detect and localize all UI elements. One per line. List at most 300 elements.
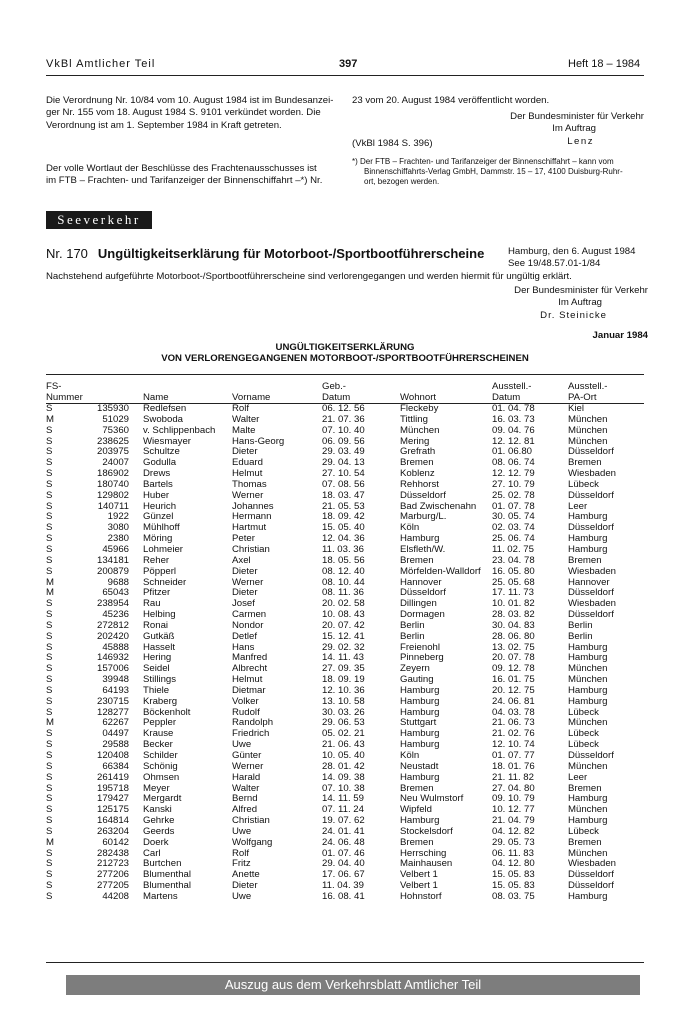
issue-date-cell: 15. 05. 83 — [492, 880, 535, 892]
type-cell: S — [46, 695, 53, 707]
wohnort-cell: Düsseldorf — [400, 587, 446, 599]
birthdate-cell: 29. 04. 40 — [322, 858, 365, 870]
issue-place-cell: Düsseldorf — [568, 750, 614, 761]
issue-date-cell: 16. 01. 75 — [492, 674, 535, 686]
issue-place-cell: Hamburg — [568, 511, 608, 523]
vorname-cell: Thomas — [232, 478, 267, 490]
birthdate-cell: 20. 07. 42 — [322, 619, 365, 631]
intro-paragraph: Die Verordnung Nr. 10/84 vom 10. August 1984 ist im Bundesanzei- ger Nr. 155 vom 18. August 1984 S. 9101 verkündet worden. Die Verordnung ist am 1. September 1984 in Kraft getreten. — [46, 95, 334, 131]
name-cell: Pöpperl — [143, 565, 177, 577]
birthdate-cell: 07. 11. 24 — [322, 804, 364, 816]
issue-place-cell: Hamburg — [568, 641, 608, 653]
type-cell: S — [46, 489, 53, 501]
type-cell: S — [46, 468, 53, 480]
announcement-number: Nr. 170 — [46, 246, 88, 261]
issue-date-cell: 21. 11. 82 — [492, 771, 534, 783]
issue-place-cell: Düsseldorf — [568, 446, 614, 458]
issue-date-cell: 24. 06. 81 — [492, 695, 535, 707]
name-cell: Doerk — [143, 836, 169, 848]
number-cell: 277206 — [96, 869, 129, 881]
announcement-place-date: Hamburg, den 6. August 1984 — [508, 246, 636, 257]
name-cell: Blumenthal — [143, 869, 191, 881]
issue-date-cell: 09. 04. 76 — [492, 424, 535, 436]
issue-date-cell: 12. 10. 74 — [492, 739, 535, 751]
name-cell: Godulla — [143, 457, 177, 469]
intro-signature: Der Bundesminister für Verkehr Im Auftrag Lenz — [510, 111, 644, 147]
issue-place-cell: Wiesbaden — [568, 468, 616, 480]
type-cell: M — [46, 576, 54, 588]
wohnort-cell: Stockelsdorf — [400, 825, 453, 837]
issue-date-cell: 10. 01. 82 — [492, 598, 535, 610]
vorname-cell: Fritz — [232, 858, 251, 870]
vorname-cell: Eduard — [232, 457, 263, 469]
col-fs-nummer: FS- Nummer — [46, 377, 143, 404]
type-cell: S — [46, 663, 53, 675]
type-cell: M — [46, 717, 54, 729]
issue-date-cell: 21. 02. 76 — [492, 728, 535, 740]
table-row — [46, 491, 644, 502]
vorname-cell: Walter — [232, 413, 260, 425]
issue-date-cell: 01. 07. 78 — [492, 500, 535, 512]
birthdate-cell: 01. 07. 46 — [322, 847, 365, 859]
issue-date-cell: 12. 12. 81 — [492, 435, 535, 447]
wohnort-cell: Herrsching — [400, 847, 447, 859]
table-row — [46, 632, 644, 643]
issue-place-cell: Berlin — [568, 619, 593, 631]
vorname-cell: Rolf — [232, 403, 250, 414]
issue-place-cell: Düsseldorf — [568, 522, 614, 534]
wohnort-cell: Pinneberg — [400, 652, 444, 664]
number-cell: 125175 — [96, 804, 129, 816]
issue-place-cell: Lübeck — [568, 706, 599, 718]
type-cell: S — [46, 641, 53, 653]
birthdate-cell: 10. 08. 43 — [322, 609, 365, 621]
birthdate-cell: 18. 05. 56 — [322, 554, 365, 566]
birthdate-cell: 07. 10. 40 — [322, 424, 365, 436]
issue-place-cell: Lübeck — [568, 739, 599, 751]
number-cell: 272812 — [96, 619, 129, 631]
name-cell: Carl — [143, 847, 161, 859]
issue-date-cell: 01. 04. 78 — [492, 403, 535, 414]
vorname-cell: Werner — [232, 489, 264, 501]
vorname-cell: Hans-Georg — [232, 435, 285, 447]
section-label: Seeverkehr — [46, 211, 152, 229]
issue-place-cell: Hamburg — [568, 684, 608, 696]
name-cell: Thiele — [143, 684, 170, 696]
wohnort-cell: Koblenz — [400, 468, 435, 480]
issue-date-cell: 08. 06. 74 — [492, 457, 535, 469]
wohnort-cell: Mainhausen — [400, 858, 453, 870]
issue-place-cell: Bremen — [568, 782, 602, 794]
wohnort-cell: Hamburg — [400, 684, 440, 696]
number-cell: 230715 — [96, 695, 129, 707]
wohnort-cell: Hamburg — [400, 728, 440, 740]
birthdate-cell: 29. 03. 49 — [322, 446, 365, 458]
name-cell: Burtchen — [143, 858, 182, 870]
issue-date-cell: 20. 12. 75 — [492, 684, 535, 696]
fs-nummer-cell — [46, 632, 143, 643]
type-cell: S — [46, 543, 53, 555]
issue-place-cell: Hamburg — [568, 793, 608, 805]
birthdate-cell: 14. 09. 38 — [322, 771, 365, 783]
fs-nummer-cell — [46, 426, 143, 437]
number-cell: 135930 — [96, 403, 129, 414]
type-cell: S — [46, 619, 53, 631]
vorname-cell: Christian — [232, 815, 270, 827]
issue-place-cell: Düsseldorf — [568, 869, 614, 881]
name-cell: Seidel — [143, 663, 170, 675]
table-row — [46, 838, 644, 849]
number-cell: 202420 — [96, 630, 129, 642]
vorname-cell: Rolf — [232, 847, 250, 859]
wohnort-cell: Hamburg — [400, 739, 440, 751]
intro-paragraph-2: Der volle Wortlaut der Beschlüsse des Frachtenausschusses ist im FTB – Frachten- und Tarifanzeiger der Binnenschiffahrt –*) Nr. — [46, 163, 323, 187]
issue-place-cell: Lübeck — [568, 728, 599, 740]
wohnort-cell: Berlin — [400, 630, 425, 642]
name-cell: Meyer — [143, 782, 170, 794]
name-cell: Günzel — [143, 511, 174, 523]
birthdate-cell: 21. 07. 36 — [322, 413, 365, 425]
vorname-cell: Werner — [232, 576, 264, 588]
name-cell: Böckenholt — [143, 706, 191, 718]
vorname-cell: Walter — [232, 782, 260, 794]
issue-date-cell: 04. 03. 78 — [492, 706, 535, 718]
type-cell: S — [46, 522, 53, 534]
number-cell: 44208 — [102, 890, 129, 902]
citation: (VkBl 1984 S. 396) — [352, 138, 433, 149]
type-cell: S — [46, 403, 53, 414]
vorname-cell: Dieter — [232, 587, 258, 599]
birthdate-cell: 08. 10. 44 — [322, 576, 365, 588]
number-cell: 186902 — [96, 468, 129, 480]
name-cell: Schönig — [143, 760, 178, 772]
issue-place-cell: München — [568, 413, 608, 425]
type-cell: S — [46, 511, 53, 523]
number-cell: 66384 — [102, 760, 129, 772]
fs-nummer-cell — [46, 491, 143, 502]
type-cell: M — [46, 413, 54, 425]
issue-date-cell: 27. 04. 80 — [492, 782, 535, 794]
number-cell: 134181 — [96, 554, 129, 566]
type-cell: S — [46, 804, 53, 816]
issue-place-cell: Lübeck — [568, 825, 599, 837]
issue-date-cell: 02. 03. 74 — [492, 522, 535, 534]
issue-place-cell: Berlin — [568, 630, 593, 642]
number-cell: 3080 — [107, 522, 129, 534]
issue-place-cell: Hamburg — [568, 890, 608, 902]
number-cell: 120408 — [96, 750, 129, 761]
name-cell: Rau — [143, 598, 161, 610]
type-cell: S — [46, 739, 53, 751]
vorname-cell: Wolfgang — [232, 836, 273, 848]
wohnort-cell: Hamburg — [400, 815, 440, 827]
running-header-right: Heft 18 – 1984 — [568, 58, 641, 70]
wohnort-cell: Hamburg — [400, 706, 440, 718]
issue-date-cell: 15. 05. 83 — [492, 869, 535, 881]
wohnort-cell: Velbert 1 — [400, 880, 438, 892]
name-cell: Wiesmayer — [143, 435, 191, 447]
col-ausstell-pa-ort: Ausstell.- PA-Ort — [568, 377, 644, 404]
type-cell: S — [46, 793, 53, 805]
col-vorname: Vorname — [232, 377, 322, 404]
col-wohnort: Wohnort — [400, 377, 492, 404]
name-cell: Schilder — [143, 750, 178, 761]
type-cell: S — [46, 847, 53, 859]
licence-table — [46, 377, 644, 903]
type-cell: S — [46, 771, 53, 783]
page-number: 397 — [339, 58, 358, 70]
wohnort-cell: Hamburg — [400, 695, 440, 707]
issue-place-cell: Kiel — [568, 403, 584, 414]
wohnort-cell: Köln — [400, 522, 420, 534]
vorname-cell: Johannes — [232, 500, 274, 512]
issue-place-cell: Wiesbaden — [568, 858, 616, 870]
issue-date-cell: 25. 05. 68 — [492, 576, 535, 588]
issue-date-cell: 30. 05. 74 — [492, 511, 535, 523]
vorname-cell: Uwe — [232, 825, 252, 837]
birthdate-cell: 14. 11. 43 — [322, 652, 364, 664]
name-cell: Huber — [143, 489, 170, 501]
vorname-cell: Malte — [232, 424, 256, 436]
wohnort-cell: München — [400, 424, 440, 436]
type-cell: S — [46, 630, 53, 642]
vorname-cell: Bernd — [232, 793, 258, 805]
wohnort-cell: Hannover — [400, 576, 442, 588]
issue-date-cell: 01. 06.80 — [492, 446, 533, 458]
wohnort-cell: Bremen — [400, 554, 434, 566]
announcement-text: Nachstehend aufgeführte Motorboot-/Sportbootführerscheine sind verlorengegangen und werden hiermit für ungültig erklärt. — [46, 271, 572, 282]
wohnort-cell: Mörfelden-Walldorf — [400, 565, 481, 577]
wohnort-cell: Bremen — [400, 782, 434, 794]
table-row — [46, 892, 644, 903]
birthdate-cell: 15. 05. 40 — [322, 522, 365, 534]
name-cell: Blumenthal — [143, 880, 191, 892]
type-cell: S — [46, 880, 53, 892]
birthdate-cell: 16. 08. 41 — [322, 890, 365, 902]
fs-nummer-cell — [46, 697, 143, 708]
type-cell: S — [46, 500, 53, 512]
number-cell: 45966 — [102, 543, 129, 555]
issue-place-cell: München — [568, 804, 608, 816]
wohnort-cell: Tittling — [400, 413, 428, 425]
vorname-cell: Helmut — [232, 674, 263, 686]
table-header-row — [46, 377, 644, 404]
wohnort-cell: Grefrath — [400, 446, 436, 458]
birthdate-cell: 27. 09. 35 — [322, 663, 365, 675]
name-cell: Krause — [143, 728, 174, 740]
announcement-signature: Der Bundesminister für Verkehr Im Auftrag Dr. Steinicke — [514, 285, 648, 321]
type-cell: S — [46, 424, 53, 436]
name-cell: Möring — [143, 533, 173, 545]
type-cell: S — [46, 684, 53, 696]
birthdate-cell: 06. 12. 56 — [322, 403, 365, 414]
type-cell: S — [46, 825, 53, 837]
name-cell: Hasselt — [143, 641, 175, 653]
vorname-cell: Werner — [232, 760, 264, 772]
type-cell: S — [46, 760, 53, 772]
name-cell: Ronai — [143, 619, 169, 631]
number-cell: 65043 — [102, 587, 129, 599]
name-cell: Heurich — [143, 500, 177, 512]
wohnort-cell: Mering — [400, 435, 430, 447]
birthdate-cell: 06. 09. 56 — [322, 435, 365, 447]
birthdate-cell: 14. 11. 59 — [322, 793, 364, 805]
name-cell: Peppler — [143, 717, 177, 729]
name-cell: Reher — [143, 554, 170, 566]
name-cell: Kanski — [143, 804, 172, 816]
table-row — [46, 567, 644, 578]
fs-nummer-cell — [46, 892, 143, 903]
birthdate-cell: 15. 12. 41 — [322, 630, 365, 642]
type-cell: S — [46, 446, 53, 458]
type-cell: S — [46, 890, 53, 902]
col-ausstell-datum: Ausstell.- Datum — [492, 377, 568, 404]
issue-date-cell: 08. 03. 75 — [492, 890, 535, 902]
issue-date-cell: 04. 12. 80 — [492, 858, 535, 870]
issue-date-cell: 09. 10. 79 — [492, 793, 535, 805]
number-cell: 195718 — [96, 782, 129, 794]
vorname-cell: Günter — [232, 750, 262, 761]
issue-place-cell: Hamburg — [568, 533, 608, 545]
name-cell: Mergardt — [143, 793, 182, 805]
name-cell: Redlefsen — [143, 403, 187, 414]
issue-place-cell: Hamburg — [568, 695, 608, 707]
issue-date-cell: 23. 04. 78 — [492, 554, 535, 566]
vorname-cell: Harald — [232, 771, 261, 783]
number-cell: 39948 — [102, 674, 129, 686]
table-body — [46, 404, 644, 903]
issue-place-cell: München — [568, 663, 608, 675]
type-cell: S — [46, 750, 53, 761]
issue-place-cell: Hamburg — [568, 543, 608, 555]
wohnort-cell: Neu Wulmstorf — [400, 793, 464, 805]
birthdate-cell: 08. 12. 40 — [322, 565, 365, 577]
issue-place-cell: Düsseldorf — [568, 489, 614, 501]
birthdate-cell: 11. 03. 36 — [322, 543, 364, 555]
vorname-cell: Josef — [232, 598, 255, 610]
birthdate-cell: 10. 05. 40 — [322, 750, 365, 761]
wohnort-cell: Fleckeby — [400, 403, 439, 414]
number-cell: 128277 — [96, 706, 129, 718]
number-cell: 04497 — [102, 728, 129, 740]
wohnort-cell: Dillingen — [400, 598, 437, 610]
vorname-cell: Detlef — [232, 630, 258, 642]
issue-date-cell: 13. 02. 75 — [492, 641, 535, 653]
name-cell: v. Schlippenbach — [143, 424, 216, 436]
type-cell: M — [46, 836, 54, 848]
name-cell: Hering — [143, 652, 172, 664]
bottom-rule — [46, 962, 644, 963]
name-cell: Gehrke — [143, 815, 175, 827]
name-cell: Drews — [143, 468, 171, 480]
name-cell: Schneider — [143, 576, 187, 588]
name-cell: Helbing — [143, 609, 176, 621]
birthdate-cell: 05. 02. 21 — [322, 728, 365, 740]
type-cell: S — [46, 609, 53, 621]
name-cell: Martens — [143, 890, 178, 902]
fs-nummer-cell — [46, 773, 143, 784]
number-cell: 45888 — [102, 641, 129, 653]
table-top-rule — [46, 374, 644, 375]
wohnort-cell: Köln — [400, 750, 420, 761]
issue-date-cell: 06. 11. 83 — [492, 847, 534, 859]
vorname-cell: Hartmut — [232, 522, 267, 534]
issue-place-cell: Düsseldorf — [568, 609, 614, 621]
issue-place-cell: Hannover — [568, 576, 610, 588]
issue-date-cell: 28. 06. 80 — [492, 630, 535, 642]
vorname-cell: Alfred — [232, 804, 258, 816]
vorname-cell: Axel — [232, 554, 251, 566]
name-cell: Gutkäß — [143, 630, 175, 642]
announcement-title: Nr. 170 Ungültigkeitserklärung für Motorboot-/Sportbootführerscheine — [46, 246, 485, 261]
number-cell: 75360 — [102, 424, 129, 436]
number-cell: 62267 — [102, 717, 129, 729]
vorname-cell: Dieter — [232, 565, 258, 577]
issue-place-cell: Hamburg — [568, 652, 608, 664]
type-cell: S — [46, 706, 53, 718]
issue-place-cell: Hamburg — [568, 815, 608, 827]
vorname-cell: Christian — [232, 543, 270, 555]
number-cell: 238954 — [96, 598, 129, 610]
issue-place-cell: München — [568, 674, 608, 686]
vorname-cell: Nondor — [232, 619, 264, 631]
issue-place-cell: München — [568, 424, 608, 436]
table-row — [46, 773, 644, 784]
wohnort-cell: Wipfeld — [400, 804, 432, 816]
number-cell: 212723 — [96, 858, 129, 870]
type-cell: S — [46, 457, 53, 469]
number-cell: 146932 — [96, 652, 129, 664]
announcement-reference: See 19/48.57.01-1/84 — [508, 258, 601, 269]
birthdate-cell: 29. 02. 32 — [322, 641, 365, 653]
table-row — [46, 697, 644, 708]
vorname-cell: Hermann — [232, 511, 272, 523]
name-cell: Pfitzer — [143, 587, 171, 599]
fs-nummer-cell — [46, 838, 143, 849]
wohnort-cell: Hamburg — [400, 771, 440, 783]
issue-date-cell: 21. 04. 79 — [492, 815, 535, 827]
birthdate-cell: 12. 10. 36 — [322, 684, 365, 696]
name-cell: Lohmeier — [143, 543, 183, 555]
issue-date-cell: 25. 02. 78 — [492, 489, 535, 501]
issue-date-cell: 01. 07. 77 — [492, 750, 535, 761]
number-cell: 129802 — [96, 489, 129, 501]
vorname-cell: Dieter — [232, 880, 258, 892]
number-cell: 277205 — [96, 880, 129, 892]
name-cell: Swoboda — [143, 413, 184, 425]
type-cell: S — [46, 554, 53, 566]
vorname-cell: Hans — [232, 641, 255, 653]
type-cell: S — [46, 652, 53, 664]
issue-place-cell: Lübeck — [568, 478, 599, 490]
issue-place-cell: Bremen — [568, 554, 602, 566]
wohnort-cell: Düsseldorf — [400, 489, 446, 501]
table-row — [46, 426, 644, 437]
issue-date-cell: 10. 12. 77 — [492, 804, 535, 816]
vorname-cell: Manfred — [232, 652, 268, 664]
type-cell: S — [46, 435, 53, 447]
type-cell: S — [46, 858, 53, 870]
number-cell: 200879 — [96, 565, 129, 577]
running-header-left: VkBl Amtlicher Teil — [46, 58, 156, 70]
vorname-cell: Rudolf — [232, 706, 260, 718]
number-cell: 1922 — [107, 511, 129, 523]
issue-place-cell: München — [568, 847, 608, 859]
name-cell: Schultze — [143, 446, 180, 458]
vorname-cell: Randolph — [232, 717, 274, 729]
number-cell: 238625 — [96, 435, 129, 447]
vorname-cell: Anette — [232, 869, 260, 881]
